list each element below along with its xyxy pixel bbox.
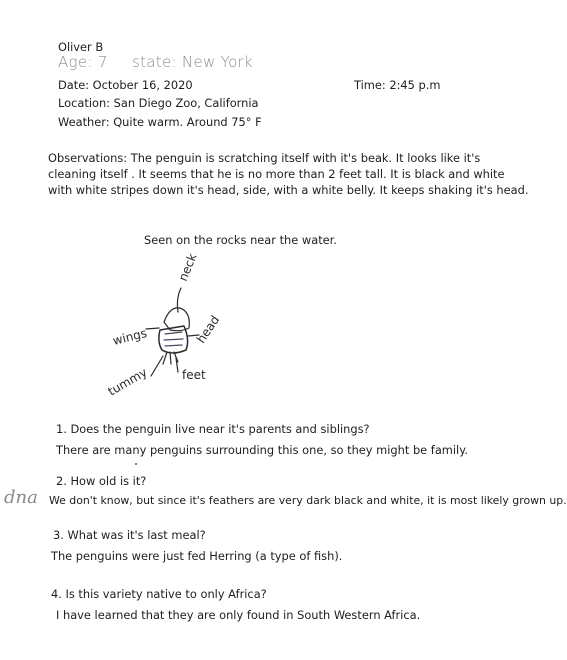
observations-line: cleaning itself . It seems that he is no more than 2 feet tall. It is black and white [48, 167, 505, 181]
wings-label: wings [111, 325, 149, 348]
observation-date: Date: October 16, 2020 [58, 78, 193, 92]
seen-location: Seen on the rocks near the water. [144, 233, 337, 247]
student-state: state: New York [132, 53, 254, 71]
question-3: 3. What was it's last meal? [53, 528, 206, 542]
question-1: 1. Does the penguin live near it's parents and siblings? [56, 422, 370, 436]
observation-location: Location: San Diego Zoo, California [58, 96, 259, 110]
observations-line: Observations: The penguin is scratching itself with it's beak. It looks like it's [48, 151, 481, 165]
wings-leader-line [146, 328, 159, 329]
question-2: 2. How old is it? [56, 474, 147, 488]
penguin-stripes [164, 332, 183, 346]
stray-mark [135, 463, 137, 465]
answer-1: There are many penguins surrounding this one, so they might be family. [56, 443, 468, 457]
margin-note: dna [4, 487, 38, 508]
tummy-leader-line [151, 356, 163, 376]
question-4: 4. Is this variety native to only Africa? [51, 587, 267, 601]
tummy-label: tummy [105, 365, 150, 399]
student-name: Oliver B [58, 40, 104, 54]
answer-4: I have learned that they are only found in South Western Africa. [56, 608, 421, 622]
observation-time: Time: 2:45 p.m [354, 78, 441, 92]
observations-line: with white stripes down it's head, side, with a white belly. It keeps shaking it's head. [48, 183, 529, 197]
feet-label: feet [182, 368, 206, 382]
neck-label: neck [175, 251, 200, 284]
head-label: head [193, 313, 223, 346]
answer-2: We don't know, but since it's feathers are very dark black and white, it is most likely grown up. [49, 494, 567, 507]
observation-weather: Weather: Quite warm. Around 75° F [58, 115, 262, 129]
student-age: Age: 7 [58, 53, 108, 71]
answer-3: The penguins were just fed Herring (a type of fish). [51, 549, 343, 563]
